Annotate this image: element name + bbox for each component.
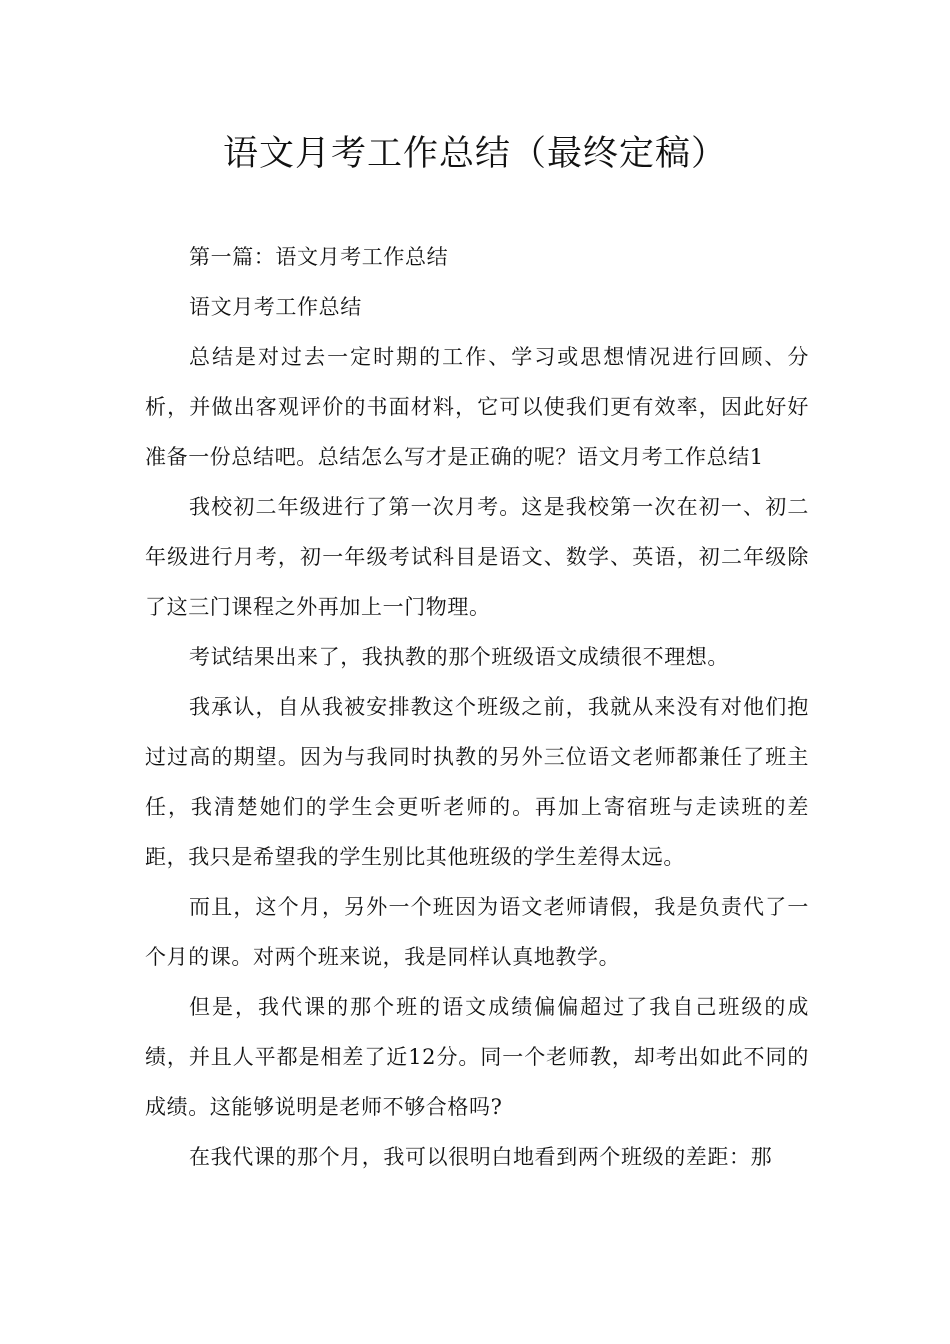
paragraph: 但是，我代课的那个班的语文成绩偏偏超过了我自己班级的成绩，并且人平都是相差了近12分。同一个老师教，却考出如此不同的成绩。这能够说明是老师不够合格吗? [145, 995, 809, 1119]
document-title: 语文月考工作总结（最终定稿） [222, 134, 727, 174]
paragraph-subheading: 语文月考工作总结 [189, 295, 362, 319]
paragraph: 而且，这个月，另外一个班因为语文老师请假，我是负责代了一个月的课。对两个班来说，我是同样认真地教学。 [145, 895, 809, 969]
paragraph: 总结是对过去一定时期的工作、学习或思想情况进行回顾、分析，并做出客观评价的书面材料，它可以使我们更有效率，因此好好准备一份总结吧。总结怎么写才是正确的呢？语文月考工作总结1 [145, 345, 809, 469]
document-body [145, 232, 809, 1182]
paragraph: 我校初二年级进行了第一次月考。这是我校第一次在初一、初二年级进行月考，初一年级考试科目是语文、数学、英语，初二年级除了这三门课程之外再加上一门物理。 [145, 495, 809, 619]
paragraph: 考试结果出来了，我执教的那个班级语文成绩很不理想。 [189, 645, 729, 669]
paragraph-section-heading: 第一篇：语文月考工作总结 [189, 245, 449, 269]
paragraph: 在我代课的那个月，我可以很明白地看到两个班级的差距：那 [189, 1145, 773, 1169]
paragraph: 我承认，自从我被安排教这个班级之前，我就从来没有对他们抱过过高的期望。因为与我同时执教的另外三位语文老师都兼任了班主任，我清楚她们的学生会更听老师的。再加上寄宿班与走读班的差距，我只是希望我的学生别比其他班级的学生差得太远。 [145, 695, 809, 869]
